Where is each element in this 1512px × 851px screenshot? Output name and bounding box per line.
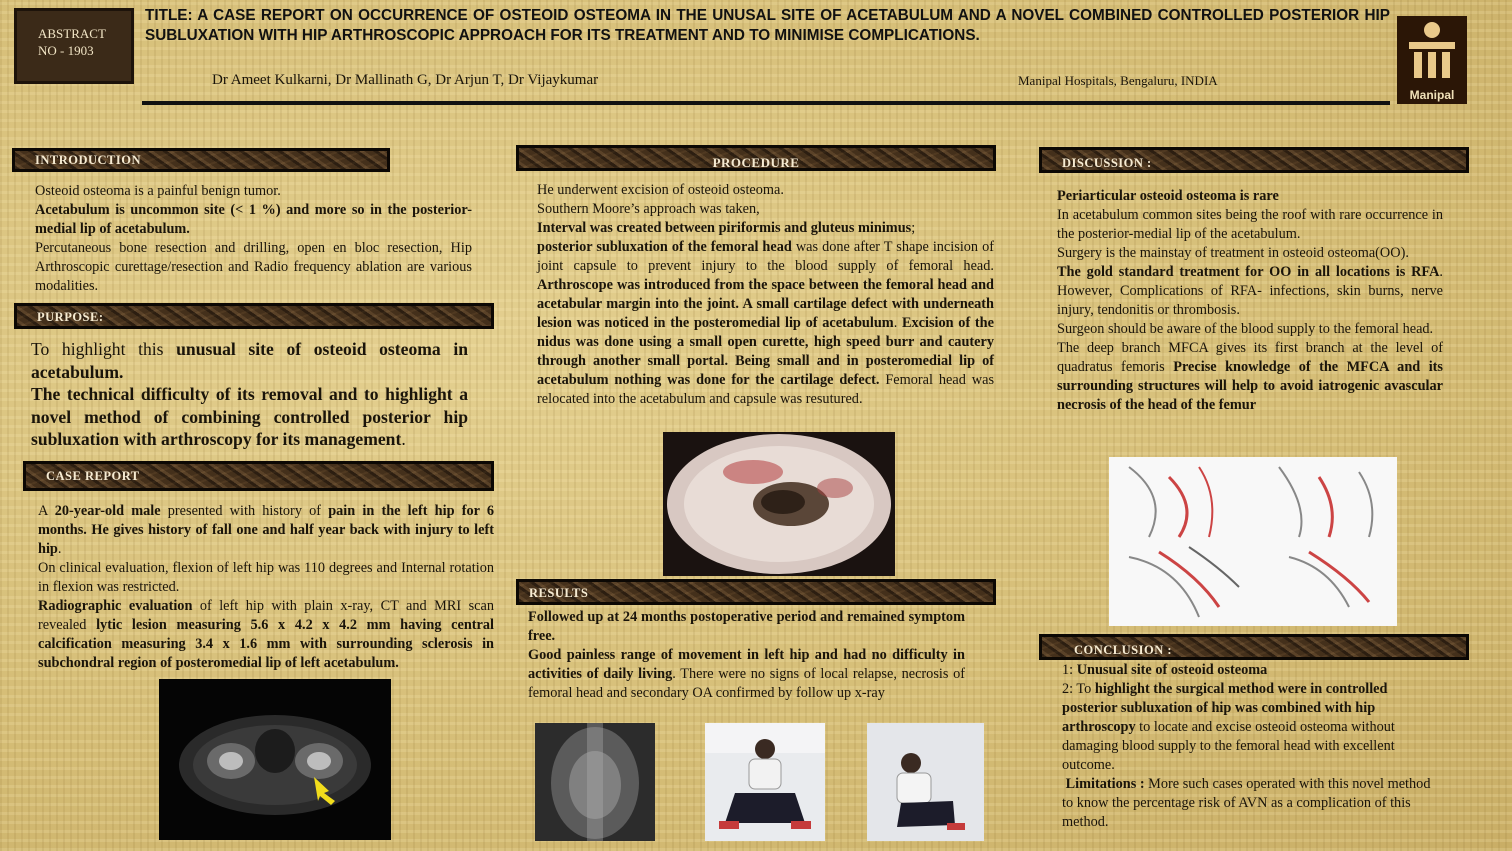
case-text-bold: 20-year-old male (54, 503, 161, 519)
patient-squat-side-photo (867, 723, 984, 841)
procedure-paragraph: Femoral head was relocated into the acetabulum and capsule was resutured. (537, 372, 995, 407)
poster-title: TITLE: A CASE REPORT ON OCCURRENCE OF OSTEOID OSTEOMA IN THE UNUSAL SITE OF ACETABULUM AND A NOVEL COMBINED CONTROLLED POSTERIOR HIP SUBLUXATION WITH HIP ARTHROSCOPIC APPROACH FOR ITS TREATMENT AND TO MINIMISE COMPLICATIONS. (145, 7, 1390, 44)
patient-squat-front-photo (705, 723, 825, 841)
procedure-bold: posterior subluxation of the femoral head (537, 239, 792, 255)
procedure-bold: Arthroscope was introduced from the space between the femoral head and acetabular margin into the joint. A small cartilage defect with underneath lesion was noticed in the posteromedial lip of acetabulum (537, 277, 994, 331)
discussion-paragraph: In acetabulum common sites being the roof with rare occurrence in the posterior-medial lip of the acetabulum. (1057, 207, 1443, 242)
case-text-bold: lytic lesion measuring 5.6 x 4.2 x 4.2 mm having central calcification measuring 3.4 x 1.6 mm with surrounding sclerosis in subchondral region of posteromedial lip of left acetabulum. (38, 617, 494, 671)
procedure-bold: Excision of the nidus was done using a small open curette, high speed burr and cautery through another small portal. Being small and in posteromedial lip of acetabulum nothing was done for the cartilage defect. (537, 315, 994, 388)
results-bold: Followed up at 24 months postoperative period and remained symptom free. (528, 609, 965, 644)
intro-paragraph: Osteoid osteoma is a painful benign tumor. (35, 183, 281, 199)
purpose-text-b-end: . (401, 429, 406, 449)
results-text (528, 608, 965, 703)
case-text: . (57, 541, 62, 557)
discussion-paragraph: The deep branch MFCA gives its first branch at the level of quadratus femoris (1057, 340, 1443, 375)
introduction-text (35, 182, 472, 296)
case-text-bold: Radiographic evaluation (38, 598, 193, 614)
conclusion-text (1062, 661, 1442, 832)
conclusion-bold: highlight the surgical method were in controlled posterior subluxation of hip was combined with hip arthroscopy (1062, 681, 1388, 735)
procedure-paragraph: was done after T shape incision of joint capsule to prevent injury to the blood supply of femoral head. (537, 239, 994, 274)
discussion-bold: Periarticular osteoid osteoma is rare (1057, 188, 1279, 204)
discussion-heading: DISCUSSION : (1039, 147, 1469, 173)
discussion-bold: The gold standard treatment for OO in all locations is RFA (1057, 264, 1440, 280)
purpose-text (31, 338, 468, 451)
procedure-paragraph: He underwent excision of osteoid osteoma. (537, 182, 784, 198)
purpose-text-b-bold: The technical difficulty of its removal and to highlight a novel method of combining controlled posterior hip subluxation with arthroscopy for its management (31, 384, 468, 449)
affiliation: Manipal Hospitals, Bengaluru, INDIA (1018, 73, 1218, 88)
case-text: On clinical evaluation, flexion of left hip was 110 degrees and Internal rotation in flexion was restricted. (38, 560, 494, 595)
results-paragraph: . There were no signs of local relapse, necrosis of femoral head and secondary OA confirmed by follow up x-ray (528, 666, 966, 701)
discussion-text (1057, 187, 1443, 415)
conclusion-bold: Unusual site of osteoid osteoma (1076, 662, 1268, 678)
conclusion-paragraph: to locate and excise osteoid osteoma without damaging blood supply to the femoral head with excellent outcome. (1062, 719, 1395, 773)
intro-paragraph: Percutaneous bone resection and drilling, open en bloc resection, Hip Arthroscopic curettage/resection and Radio frequency ablation are various modalities. (35, 240, 472, 294)
conclusion-paragraph: More such cases operated with this novel method to know the percentage risk of AVN as a complication of this method. (1062, 776, 1431, 830)
case-text-bold: pain in the left hip for 6 months. He gives history of fall one and half year back with injury to left hip (38, 503, 494, 557)
discussion-paragraph: . However, Complications of RFA- infections, skin burns, nerve injury, tendonitis or thrombosis. (1057, 264, 1443, 318)
intro-paragraph-bold: Acetabulum is uncommon site (< 1 %) and more so in the posterior- medial lip of acetabulum. (35, 202, 472, 237)
conclusion-heading: CONCLUSION : (1039, 634, 1469, 660)
authors: Dr Ameet Kulkarni, Dr Mallinath G, Dr Arjun T, Dr Vijaykumar (212, 72, 599, 88)
arthroscopy-image (663, 432, 895, 576)
procedure-paragraph: . (893, 315, 902, 331)
abstract-label: ABSTRACT (38, 26, 106, 41)
case-report-heading: CASE REPORT (23, 461, 494, 491)
followup-xray-image (535, 723, 655, 841)
case-report-text (38, 502, 494, 673)
logo-text: Manipal (1409, 88, 1455, 102)
mfca-anatomy-illustration (1109, 457, 1397, 626)
case-text: of left hip with plain x-ray, CT and MRI scan revealed (38, 598, 494, 633)
abstract-number-box (14, 8, 134, 84)
conclusion-paragraph: 1: (1062, 662, 1077, 678)
conclusion-bold: Limitations : (1065, 776, 1145, 792)
conclusion-paragraph: 2: To (1062, 681, 1095, 697)
manipal-emblem-icon (1397, 16, 1467, 86)
abstract-number: NO - 1903 (38, 43, 94, 58)
results-bold: Good painless range of movement in left hip and had no difficulty in activities of daily living (528, 647, 965, 682)
purpose-heading: PURPOSE: (14, 303, 494, 329)
ct-scan-image (159, 679, 391, 840)
procedure-paragraph: Southern Moore’s approach was taken, (537, 201, 760, 217)
discussion-paragraph: Surgeon should be aware of the blood supply to the femoral head. (1057, 321, 1434, 337)
purpose-text-a-bold: unusual site of osteoid osteoma in acetabulum. (31, 339, 468, 382)
introduction-heading: INTRODUCTION (12, 148, 390, 172)
procedure-paragraph: ; (911, 220, 916, 236)
results-heading: RESULTS (516, 579, 996, 605)
purpose-text-a: To highlight this (31, 339, 177, 359)
manipal-logo (1397, 16, 1467, 104)
discussion-paragraph: Surgery is the mainstay of treatment in osteoid osteoma(OO). (1057, 245, 1409, 261)
case-text: presented with history of (160, 503, 329, 519)
title-divider (142, 101, 1390, 105)
procedure-bold: Interval was created between piriformis and gluteus minimus (537, 220, 912, 236)
procedure-heading: PROCEDURE (516, 145, 996, 171)
discussion-bold: Precise knowledge of the MFCA and its surrounding structures will help to avoid iatrogenic avascular necrosis of the head of the femur (1057, 359, 1444, 413)
case-text: A (38, 503, 55, 519)
procedure-text (537, 181, 994, 409)
